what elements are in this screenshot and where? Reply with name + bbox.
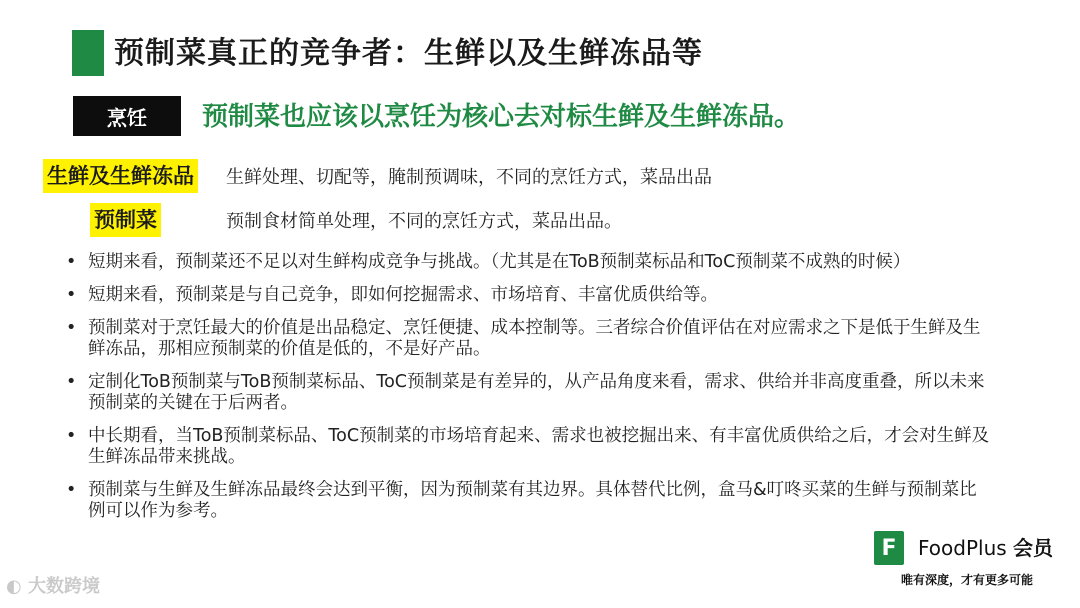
bullet-icon: •	[66, 318, 77, 338]
section-tag: 烹饪	[73, 96, 181, 136]
brand-badge	[868, 527, 1066, 597]
list-item-text: 预制菜与生鲜及生鲜冻品最终会达到平衡，因为预制菜有其边界。具体替代比例，盒马&叮咚买菜的生鲜与预制菜比例可以作为参考。	[88, 480, 977, 521]
list-item-text: 短期来看，预制菜是与自己竞争，即如何挖掘需求、市场培育、丰富优质供给等。	[88, 285, 718, 305]
list-item	[62, 372, 992, 414]
title-accent-bar	[72, 30, 104, 76]
comparison-desc-prepared: 预制食材简单处理，不同的烹饪方式，菜品出品。	[226, 211, 622, 232]
list-item	[62, 252, 992, 273]
bullet-icon: •	[66, 252, 77, 272]
bullet-icon: •	[66, 372, 77, 392]
watermark-text: 大数跨境	[28, 576, 100, 597]
comparison-label-fresh: 生鲜及生鲜冻品	[43, 159, 198, 193]
brand-logo-icon: F	[874, 531, 904, 565]
list-item	[62, 426, 992, 468]
list-item	[62, 285, 992, 306]
brand-tagline: 唯有深度，才有更多可能	[900, 573, 1033, 587]
list-item-text: 定制化ToB预制菜与ToB预制菜标品、ToC预制菜是有差异的，从产品角度来看，需求、供给并非高度重叠，所以未来预制菜的关键在于后两者。	[88, 372, 985, 413]
brand-name-text: FoodPlus	[918, 536, 1007, 560]
headline: 预制菜也应该以烹饪为核心去对标生鲜及生鲜冻品。	[202, 102, 801, 132]
bullet-list	[62, 252, 992, 534]
page-title: 预制菜真正的竞争者：生鲜以及生鲜冻品等	[114, 36, 703, 71]
brand-name-suffix: 会员	[1013, 536, 1054, 560]
brand-name	[918, 533, 1053, 563]
bullet-icon: •	[66, 285, 77, 305]
list-item	[62, 480, 992, 522]
comparison-desc-fresh: 生鲜处理、切配等，腌制预调味，不同的烹饪方式，菜品出品	[226, 167, 712, 188]
list-item-text: 预制菜对于烹饪最大的价值是出品稳定、烹饪便捷、成本控制等。三者综合价值评估在对应需求之下是低于生鲜及生鲜冻品，那相应预制菜的价值是低的，不是好产品。	[88, 318, 981, 359]
watermark	[6, 572, 100, 598]
list-item-text: 短期来看，预制菜还不足以对生鲜构成竞争与挑战。（尤其是在ToB预制菜标品和ToC预制菜不成熟的时候）	[88, 252, 911, 272]
list-item-text: 中长期看，当ToB预制菜标品、ToC预制菜的市场培育起来、需求也被挖掘出来、有丰富优质供给之后，才会对生鲜及生鲜冻品带来挑战。	[88, 426, 990, 467]
watermark-logo-icon: ◐	[6, 576, 22, 597]
list-item	[62, 318, 992, 360]
comparison-label-prepared: 预制菜	[90, 203, 161, 237]
bullet-icon: •	[66, 480, 77, 500]
bullet-icon: •	[66, 426, 77, 446]
